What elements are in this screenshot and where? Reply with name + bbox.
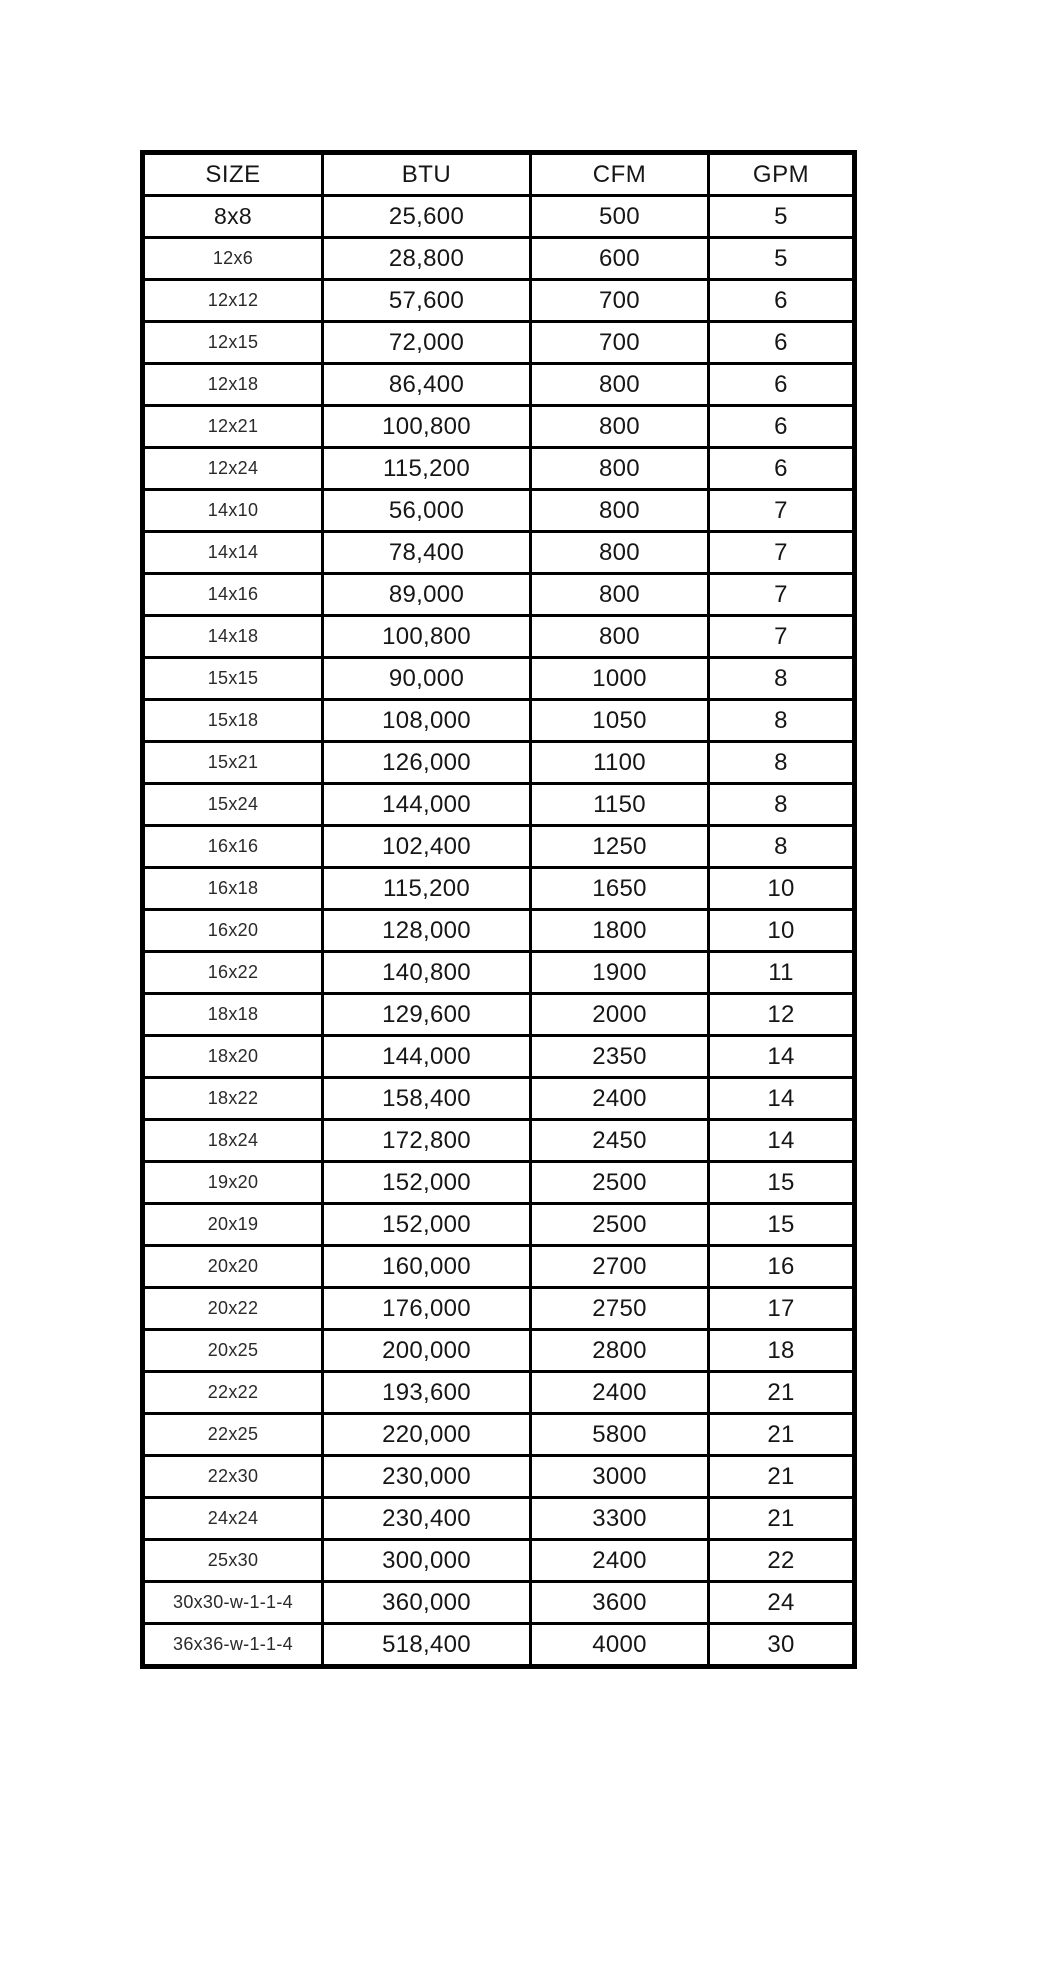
cfm-cell: 2700 bbox=[531, 1246, 709, 1288]
cfm-cell: 1150 bbox=[531, 784, 709, 826]
table-row bbox=[143, 1414, 855, 1456]
size-cell: 14x16 bbox=[143, 574, 323, 616]
btu-cell: 128,000 bbox=[323, 910, 531, 952]
table-row bbox=[143, 406, 855, 448]
table-body bbox=[143, 196, 855, 1667]
table-row bbox=[143, 1498, 855, 1540]
size-cell: 18x20 bbox=[143, 1036, 323, 1078]
cfm-cell: 700 bbox=[531, 280, 709, 322]
size-cell: 20x25 bbox=[143, 1330, 323, 1372]
cfm-cell: 2450 bbox=[531, 1120, 709, 1162]
size-cell: 18x18 bbox=[143, 994, 323, 1036]
gpm-cell: 15 bbox=[709, 1204, 855, 1246]
table-row bbox=[143, 1582, 855, 1624]
gpm-cell: 7 bbox=[709, 532, 855, 574]
gpm-cell: 6 bbox=[709, 406, 855, 448]
table-row bbox=[143, 658, 855, 700]
gpm-cell: 14 bbox=[709, 1036, 855, 1078]
table-row bbox=[143, 532, 855, 574]
btu-cell: 518,400 bbox=[323, 1624, 531, 1667]
size-cell: 15x24 bbox=[143, 784, 323, 826]
size-cell: 18x22 bbox=[143, 1078, 323, 1120]
table-row bbox=[143, 1372, 855, 1414]
gpm-cell: 12 bbox=[709, 994, 855, 1036]
gpm-cell: 16 bbox=[709, 1246, 855, 1288]
gpm-cell: 8 bbox=[709, 658, 855, 700]
btu-cell: 220,000 bbox=[323, 1414, 531, 1456]
btu-cell: 102,400 bbox=[323, 826, 531, 868]
gpm-cell: 6 bbox=[709, 322, 855, 364]
table-row bbox=[143, 1246, 855, 1288]
cfm-cell: 3000 bbox=[531, 1456, 709, 1498]
btu-cell: 360,000 bbox=[323, 1582, 531, 1624]
cfm-cell: 600 bbox=[531, 238, 709, 280]
size-cell: 24x24 bbox=[143, 1498, 323, 1540]
size-cell: 12x24 bbox=[143, 448, 323, 490]
size-cell: 14x10 bbox=[143, 490, 323, 532]
btu-cell: 158,400 bbox=[323, 1078, 531, 1120]
size-cell: 15x21 bbox=[143, 742, 323, 784]
sizing-table bbox=[140, 150, 857, 1669]
table-row bbox=[143, 1540, 855, 1582]
table-row bbox=[143, 448, 855, 490]
cfm-cell: 700 bbox=[531, 322, 709, 364]
btu-cell: 72,000 bbox=[323, 322, 531, 364]
cfm-cell: 800 bbox=[531, 574, 709, 616]
btu-cell: 90,000 bbox=[323, 658, 531, 700]
column-header-cfm: CFM bbox=[531, 153, 709, 196]
table-row bbox=[143, 910, 855, 952]
table-row bbox=[143, 1120, 855, 1162]
table-row bbox=[143, 1204, 855, 1246]
column-header-gpm: GPM bbox=[709, 153, 855, 196]
btu-cell: 115,200 bbox=[323, 868, 531, 910]
table-row bbox=[143, 784, 855, 826]
gpm-cell: 10 bbox=[709, 868, 855, 910]
size-cell: 16x18 bbox=[143, 868, 323, 910]
table-row bbox=[143, 1456, 855, 1498]
cfm-cell: 2500 bbox=[531, 1162, 709, 1204]
cfm-cell: 2400 bbox=[531, 1540, 709, 1582]
cfm-cell: 2350 bbox=[531, 1036, 709, 1078]
size-cell: 14x14 bbox=[143, 532, 323, 574]
cfm-cell: 2400 bbox=[531, 1078, 709, 1120]
cfm-cell: 1650 bbox=[531, 868, 709, 910]
gpm-cell: 11 bbox=[709, 952, 855, 994]
gpm-cell: 6 bbox=[709, 364, 855, 406]
btu-cell: 78,400 bbox=[323, 532, 531, 574]
cfm-cell: 1900 bbox=[531, 952, 709, 994]
table-row bbox=[143, 280, 855, 322]
size-cell: 16x20 bbox=[143, 910, 323, 952]
size-cell: 36x36-w-1-1-4 bbox=[143, 1624, 323, 1667]
cfm-cell: 2400 bbox=[531, 1372, 709, 1414]
btu-cell: 108,000 bbox=[323, 700, 531, 742]
cfm-cell: 2750 bbox=[531, 1288, 709, 1330]
table-row bbox=[143, 868, 855, 910]
cfm-cell: 800 bbox=[531, 490, 709, 532]
size-cell: 12x18 bbox=[143, 364, 323, 406]
btu-cell: 100,800 bbox=[323, 616, 531, 658]
btu-cell: 25,600 bbox=[323, 196, 531, 238]
table-row bbox=[143, 1624, 855, 1667]
gpm-cell: 10 bbox=[709, 910, 855, 952]
cfm-cell: 800 bbox=[531, 616, 709, 658]
gpm-cell: 6 bbox=[709, 448, 855, 490]
cfm-cell: 1050 bbox=[531, 700, 709, 742]
cfm-cell: 2500 bbox=[531, 1204, 709, 1246]
cfm-cell: 800 bbox=[531, 364, 709, 406]
btu-cell: 230,000 bbox=[323, 1456, 531, 1498]
size-cell: 20x22 bbox=[143, 1288, 323, 1330]
size-cell: 19x20 bbox=[143, 1162, 323, 1204]
size-cell: 16x16 bbox=[143, 826, 323, 868]
btu-cell: 140,800 bbox=[323, 952, 531, 994]
cfm-cell: 1100 bbox=[531, 742, 709, 784]
btu-cell: 144,000 bbox=[323, 1036, 531, 1078]
gpm-cell: 24 bbox=[709, 1582, 855, 1624]
gpm-cell: 7 bbox=[709, 490, 855, 532]
size-cell: 14x18 bbox=[143, 616, 323, 658]
size-cell: 18x24 bbox=[143, 1120, 323, 1162]
gpm-cell: 30 bbox=[709, 1624, 855, 1667]
size-cell: 12x21 bbox=[143, 406, 323, 448]
size-cell: 15x15 bbox=[143, 658, 323, 700]
btu-cell: 89,000 bbox=[323, 574, 531, 616]
size-cell: 16x22 bbox=[143, 952, 323, 994]
btu-cell: 28,800 bbox=[323, 238, 531, 280]
table-row bbox=[143, 238, 855, 280]
gpm-cell: 8 bbox=[709, 826, 855, 868]
gpm-cell: 8 bbox=[709, 742, 855, 784]
size-cell: 20x19 bbox=[143, 1204, 323, 1246]
table-row bbox=[143, 1078, 855, 1120]
gpm-cell: 6 bbox=[709, 280, 855, 322]
gpm-cell: 8 bbox=[709, 700, 855, 742]
table-row bbox=[143, 196, 855, 238]
gpm-cell: 7 bbox=[709, 616, 855, 658]
btu-cell: 300,000 bbox=[323, 1540, 531, 1582]
cfm-cell: 4000 bbox=[531, 1624, 709, 1667]
table-row bbox=[143, 994, 855, 1036]
cfm-cell: 1000 bbox=[531, 658, 709, 700]
table-row bbox=[143, 364, 855, 406]
column-header-btu: BTU bbox=[323, 153, 531, 196]
table-row bbox=[143, 826, 855, 868]
table-row bbox=[143, 1330, 855, 1372]
gpm-cell: 21 bbox=[709, 1498, 855, 1540]
size-cell: 22x22 bbox=[143, 1372, 323, 1414]
table-row bbox=[143, 616, 855, 658]
btu-cell: 144,000 bbox=[323, 784, 531, 826]
btu-cell: 115,200 bbox=[323, 448, 531, 490]
table-row bbox=[143, 574, 855, 616]
btu-cell: 176,000 bbox=[323, 1288, 531, 1330]
table-row bbox=[143, 700, 855, 742]
btu-cell: 100,800 bbox=[323, 406, 531, 448]
size-cell: 8x8 bbox=[143, 196, 323, 238]
size-cell: 22x25 bbox=[143, 1414, 323, 1456]
table-row bbox=[143, 1036, 855, 1078]
gpm-cell: 7 bbox=[709, 574, 855, 616]
btu-cell: 56,000 bbox=[323, 490, 531, 532]
btu-cell: 160,000 bbox=[323, 1246, 531, 1288]
size-cell: 12x15 bbox=[143, 322, 323, 364]
cfm-cell: 500 bbox=[531, 196, 709, 238]
cfm-cell: 1800 bbox=[531, 910, 709, 952]
cfm-cell: 800 bbox=[531, 406, 709, 448]
gpm-cell: 5 bbox=[709, 196, 855, 238]
size-cell: 20x20 bbox=[143, 1246, 323, 1288]
cfm-cell: 3300 bbox=[531, 1498, 709, 1540]
gpm-cell: 5 bbox=[709, 238, 855, 280]
btu-cell: 230,400 bbox=[323, 1498, 531, 1540]
btu-cell: 126,000 bbox=[323, 742, 531, 784]
size-cell: 12x6 bbox=[143, 238, 323, 280]
table-row bbox=[143, 322, 855, 364]
size-cell: 15x18 bbox=[143, 700, 323, 742]
cfm-cell: 5800 bbox=[531, 1414, 709, 1456]
btu-cell: 172,800 bbox=[323, 1120, 531, 1162]
size-cell: 30x30-w-1-1-4 bbox=[143, 1582, 323, 1624]
gpm-cell: 22 bbox=[709, 1540, 855, 1582]
btu-cell: 193,600 bbox=[323, 1372, 531, 1414]
gpm-cell: 18 bbox=[709, 1330, 855, 1372]
btu-cell: 152,000 bbox=[323, 1162, 531, 1204]
table-header-row bbox=[143, 153, 855, 196]
table-row bbox=[143, 1288, 855, 1330]
btu-cell: 86,400 bbox=[323, 364, 531, 406]
cfm-cell: 1250 bbox=[531, 826, 709, 868]
table-row bbox=[143, 1162, 855, 1204]
gpm-cell: 8 bbox=[709, 784, 855, 826]
cfm-cell: 800 bbox=[531, 448, 709, 490]
size-cell: 25x30 bbox=[143, 1540, 323, 1582]
gpm-cell: 15 bbox=[709, 1162, 855, 1204]
table-row bbox=[143, 952, 855, 994]
gpm-cell: 21 bbox=[709, 1456, 855, 1498]
btu-cell: 57,600 bbox=[323, 280, 531, 322]
btu-cell: 152,000 bbox=[323, 1204, 531, 1246]
btu-cell: 129,600 bbox=[323, 994, 531, 1036]
cfm-cell: 3600 bbox=[531, 1582, 709, 1624]
gpm-cell: 21 bbox=[709, 1372, 855, 1414]
table-header bbox=[143, 153, 855, 196]
cfm-cell: 2000 bbox=[531, 994, 709, 1036]
gpm-cell: 14 bbox=[709, 1078, 855, 1120]
table-row bbox=[143, 490, 855, 532]
btu-cell: 200,000 bbox=[323, 1330, 531, 1372]
size-cell: 22x30 bbox=[143, 1456, 323, 1498]
gpm-cell: 14 bbox=[709, 1120, 855, 1162]
size-cell: 12x12 bbox=[143, 280, 323, 322]
gpm-cell: 21 bbox=[709, 1414, 855, 1456]
gpm-cell: 17 bbox=[709, 1288, 855, 1330]
cfm-cell: 2800 bbox=[531, 1330, 709, 1372]
column-header-size: SIZE bbox=[143, 153, 323, 196]
cfm-cell: 800 bbox=[531, 532, 709, 574]
table-row bbox=[143, 742, 855, 784]
